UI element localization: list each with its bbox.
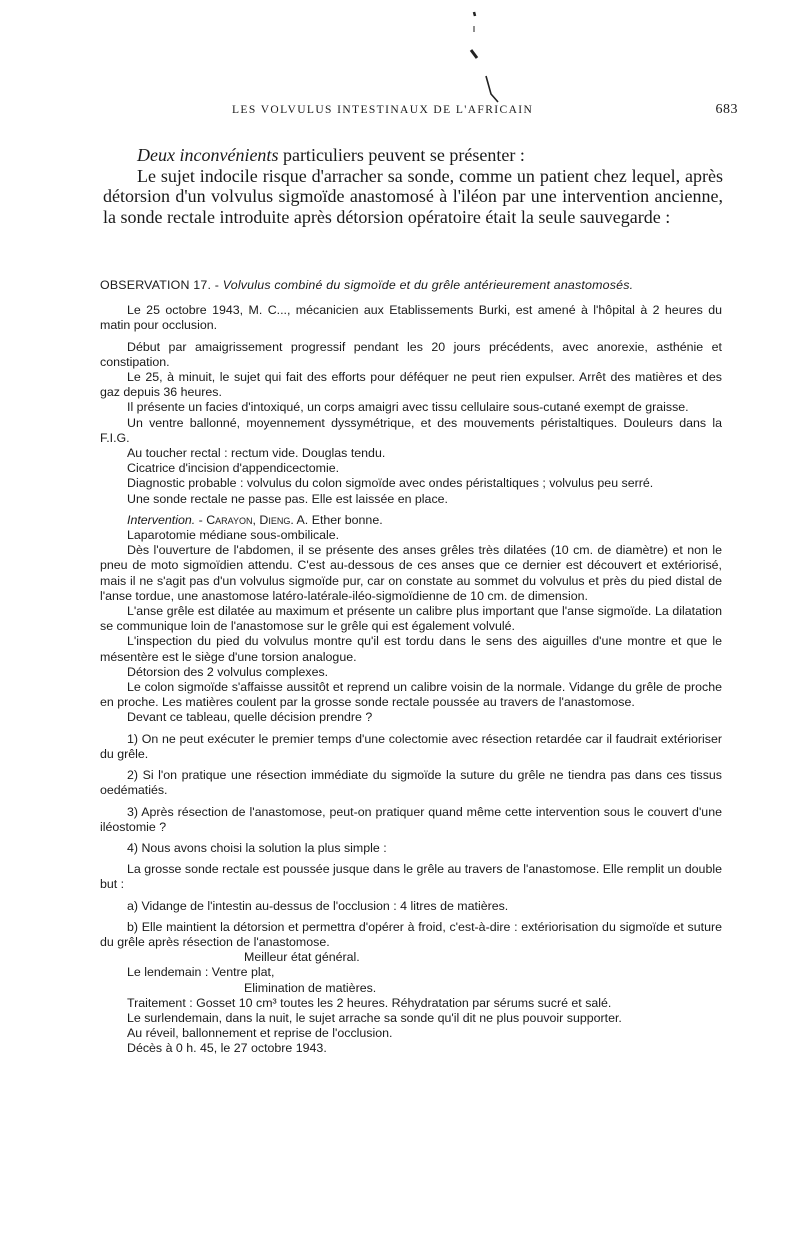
- paragraph: Il présente un facies d'intoxiqué, un corps amaigri avec tissu cellulaire sous-cutané exempt de graisse.: [127, 400, 689, 415]
- running-header: [232, 104, 738, 116]
- paragraph: Le 25, à minuit, le sujet qui fait des efforts pour déféquer ne peut rien expulser. Arrêt des matières et des gaz depuis 36 heures.: [100, 370, 722, 400]
- running-title: LES VOLVULUS INTESTINAUX DE L'AFRICAIN: [232, 104, 534, 116]
- paragraph: Le 25 octobre 1943, M. C..., mécanicien aux Etablissements Burki, est amené à l'hôpital à 2 heures du matin pour occlusion.: [100, 303, 722, 333]
- paragraph: Dès l'ouverture de l'abdomen, il se présente des anses grêles très dilatées (10 cm. de diamètre) et non le pneu de moto sigmoïdien attendu. C'est au-dessous de ces anses que ce dernier est découvert et extériorisé, mais il ne s'agit pas d'un volvulus sigmoïde pur, car on constate au sommet du volvulus et près du pied distal de l'anse tordue, une anastomose latéro-latérale-iléo-sigmoïdienne de 10 cm. de dimension.: [100, 543, 722, 603]
- numbered-item: 4) Nous avons choisi la solution la plus simple :: [127, 840, 387, 855]
- intro-text: [103, 145, 723, 227]
- scan-artifact-marks: [468, 6, 508, 106]
- page-number: 683: [715, 102, 738, 117]
- intervention-line: [100, 513, 722, 528]
- paragraph: Le lendemain : Ventre plat,: [127, 965, 275, 980]
- paragraph: Décès à 0 h. 45, le 27 octobre 1943.: [127, 1041, 327, 1056]
- paragraph: Une sonde rectale ne passe pas. Elle est laissée en place.: [127, 491, 448, 506]
- paragraph: Cicatrice d'incision d'appendicectomie.: [127, 461, 340, 476]
- numbered-item: 1) On ne peut exécuter le premier temps d'une colectomie avec résection retardée car il faudrait extérioriser du grêle.: [100, 731, 722, 761]
- intro-italic: Deux inconvénients: [137, 145, 279, 165]
- sub-line: Elimination de matières.: [244, 980, 377, 995]
- observation-title: [100, 278, 722, 293]
- lettered-item: b) Elle maintient la détorsion et permettra d'opérer à froid, c'est-à-dire : extériorisation du sigmoïde et suture du grêle après résection de l'anastomose.: [100, 919, 722, 949]
- paragraph: L'inspection du pied du volvulus montre qu'il est tordu dans le sens des aiguilles d'une montre et que le mésentère est le siège d'une torsion analogue.: [100, 634, 722, 664]
- paragraph: Au réveil, ballonnement et reprise de l'occlusion.: [127, 1026, 393, 1041]
- paragraph: Au toucher rectal : rectum vide. Douglas tendu.: [127, 446, 386, 461]
- numbered-item: 2) Si l'on pratique une résection immédiate du sigmoïde la suture du grêle ne tiendra pas dans ces tissus oedématiés.: [100, 768, 722, 798]
- observation-label: OBSERVATION 17. -: [100, 278, 223, 292]
- paragraph: Le surlendemain, dans la nuit, le sujet arrache sa sonde qu'il dit ne plus pouvoir supporter.: [127, 1010, 622, 1025]
- intervention-surgeons: - Carayon, Dieng. A.: [195, 512, 309, 527]
- paragraph: Un ventre ballonné, moyennement dyssymétrique, et des mouvements péristaltiques. Douleurs dans la F.I.G.: [100, 415, 722, 445]
- paragraph: Traitement : Gosset 10 cm³ toutes les 2 heures. Réhydratation par sérums sucré et salé.: [127, 995, 612, 1010]
- paragraph: Le colon sigmoïde s'affaisse aussitôt et reprend un calibre voisin de la normale. Vidange du grêle de proche en proche. Les matières coulent par la grosse sonde rectale poussée au travers de l'anastomose.: [100, 680, 722, 710]
- observation-title-text: Volvulus combiné du sigmoïde et du grêle antérieurement anastomosés.: [222, 278, 634, 292]
- paragraph: Détorsion des 2 volvulus complexes.: [127, 664, 329, 679]
- intervention-anesthesia: Ether bonne.: [308, 512, 383, 527]
- paragraph: La grosse sonde rectale est poussée jusque dans le grêle au travers de l'anastomose. Elle remplit un double but :: [100, 862, 722, 892]
- intervention-label: Intervention.: [127, 512, 196, 527]
- observation-block: [100, 278, 722, 1057]
- paragraph: Début par amaigrissement progressif pendant les 20 jours précédents, avec anorexie, asthénie et constipation.: [100, 339, 722, 369]
- intro-paragraph: Le sujet indocile risque d'arracher sa sonde, comme un patient chez lequel, après détorsion d'un volvulus sigmoïde anastomosé à l'iléon par une intervention ancienne, la sonde rectale introduite après détorsion opératoire était la seule sauvegarde :: [103, 165, 723, 227]
- paragraph: Devant ce tableau, quelle décision prendre ?: [127, 710, 373, 725]
- sub-line: Meilleur état général.: [244, 950, 360, 965]
- intro-rest: particuliers peuvent se présenter :: [278, 145, 525, 165]
- paragraph: L'anse grêle est dilatée au maximum et présente un calibre plus important que l'anse sigmoïde. La dilatation se communique loin de l'anastomose sur le grêle qui est également volvulé.: [100, 604, 722, 634]
- intro-line: [103, 145, 723, 166]
- paragraph: Diagnostic probable : volvulus du colon sigmoïde avec ondes péristaltiques ; volvulus peu serré.: [127, 476, 654, 491]
- lettered-item: a) Vidange de l'intestin au-dessus de l'occlusion : 4 litres de matières.: [127, 898, 509, 913]
- paragraph: Laparotomie médiane sous-ombilicale.: [127, 528, 340, 543]
- numbered-item: 3) Après résection de l'anastomose, peut-on pratiquer quand même cette intervention sous le couvert d'une iléostomie ?: [100, 804, 722, 834]
